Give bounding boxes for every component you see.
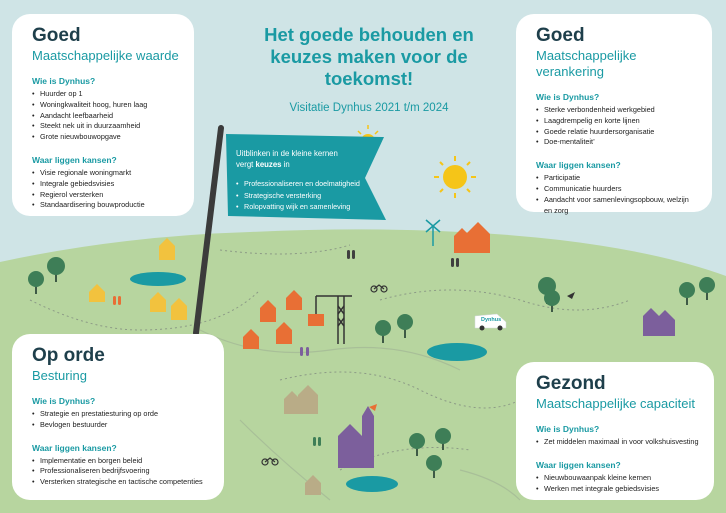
list-item: • Visie regionale woningmarkt	[32, 168, 180, 179]
card-heading: Gezond	[536, 373, 606, 394]
bullet-list	[32, 89, 180, 143]
subtitle: Visitatie Dynhus 2021 t/m 2024	[289, 102, 449, 114]
card-heading: Goed	[32, 25, 81, 46]
list-item: • Aandacht leefbaarheid	[32, 111, 180, 122]
section-title: Wie is Dynhus?	[32, 76, 96, 86]
list-item: • Strategie en prestatiesturing op orde	[32, 409, 210, 420]
list-item: • Werken met integrale gebiedsvisies	[536, 484, 700, 495]
card-maatschappelijke-verankering	[516, 14, 712, 215]
flag-line-2-prefix: vergt	[236, 160, 256, 169]
bullet-list	[536, 473, 700, 495]
bullet-list	[32, 409, 210, 431]
bullet-list	[32, 168, 180, 211]
title-line-2: keuzes maken voor de toekomst!	[270, 46, 468, 89]
list-item: • Woningkwaliteit hoog, huren laag	[32, 100, 180, 111]
bullet-list	[32, 456, 210, 488]
section-title: Wie is Dynhus?	[32, 396, 96, 406]
flag-line-1: Uitblinken in de kleine kernen	[236, 149, 338, 158]
flag-text	[236, 148, 376, 213]
van-label: Dynhus	[481, 317, 502, 323]
section-title: Waar liggen kansen?	[536, 160, 621, 171]
bullet-list	[536, 173, 698, 216]
pond-middle	[427, 343, 487, 361]
flag-item: • Strategische versterking	[236, 190, 376, 202]
list-item: • Steekt nek uit in duurzaamheid	[32, 121, 180, 132]
list-item: • Implementatie en borgen beleid	[32, 456, 210, 467]
list-item: • Doe-mentaliteit’	[536, 137, 698, 148]
list-item: • Regierol versterken	[32, 190, 180, 201]
flag-line-2-bold: keuzes	[255, 160, 282, 169]
flag-list	[236, 178, 376, 213]
list-item: • Versterken strategische en tactische competenties	[32, 477, 210, 488]
page-title	[228, 24, 510, 114]
title-line-1: Het goede behouden en	[264, 24, 474, 45]
flag-line-2-suffix: in	[281, 160, 290, 169]
list-item: • Integrale gebiedsvisies	[32, 179, 180, 190]
card-maatschappelijke-waarde	[12, 14, 194, 216]
section-title: Wie is Dynhus?	[536, 424, 600, 434]
section-title: Waar liggen kansen?	[32, 154, 117, 165]
list-item: • Bevlogen bestuurder	[32, 420, 210, 431]
card-heading: Goed	[536, 25, 585, 46]
pond-bottom	[346, 476, 398, 492]
bullet-list	[536, 105, 698, 148]
flag-item: • Rolopvatting wijk en samenleving	[236, 201, 376, 213]
sun-icon	[434, 156, 476, 198]
list-item: • Grote nieuwbouwopgave	[32, 132, 180, 143]
card-heading: Op orde	[32, 345, 105, 366]
bullet-list	[536, 437, 700, 448]
list-item: • Huurder op 1	[32, 89, 180, 100]
pond-left	[130, 272, 186, 286]
card-subheading: Maatschappelijke waarde	[32, 48, 179, 63]
card-subheading: Maatschappelijke verankering	[536, 48, 637, 79]
list-item: • Sterke verbondenheid werkgebied	[536, 105, 698, 116]
card-maatschappelijke-capaciteit	[516, 362, 714, 500]
list-item: • Goede relatie huurdersorganisatie	[536, 127, 698, 138]
list-item: • Laagdrempelig en korte lijnen	[536, 116, 698, 127]
list-item: • Standaardisering bouwproductie	[32, 200, 180, 211]
card-subheading: Besturing	[32, 368, 87, 383]
flag-line-2	[236, 159, 376, 170]
section-title: Wie is Dynhus?	[536, 92, 600, 102]
list-item: • Aandacht voor samenlevingsopbouw, welzijn en zorg	[536, 195, 698, 217]
list-item: • Communicatie huurders	[536, 184, 698, 195]
flag-item: • Professionaliseren en doelmatigheid	[236, 178, 376, 190]
section-title: Waar liggen kansen?	[32, 442, 117, 453]
list-item: • Professionaliseren bedrijfsvoering	[32, 466, 210, 477]
list-item: • Zet middelen maximaal in voor volkshuisvesting	[536, 437, 700, 448]
section-title: Waar liggen kansen?	[536, 459, 621, 470]
list-item: • Participatie	[536, 173, 698, 184]
list-item: • Nieuwbouwaanpak kleine kernen	[536, 473, 700, 484]
card-besturing	[12, 334, 224, 500]
card-subheading: Maatschappelijke capaciteit	[536, 396, 695, 411]
